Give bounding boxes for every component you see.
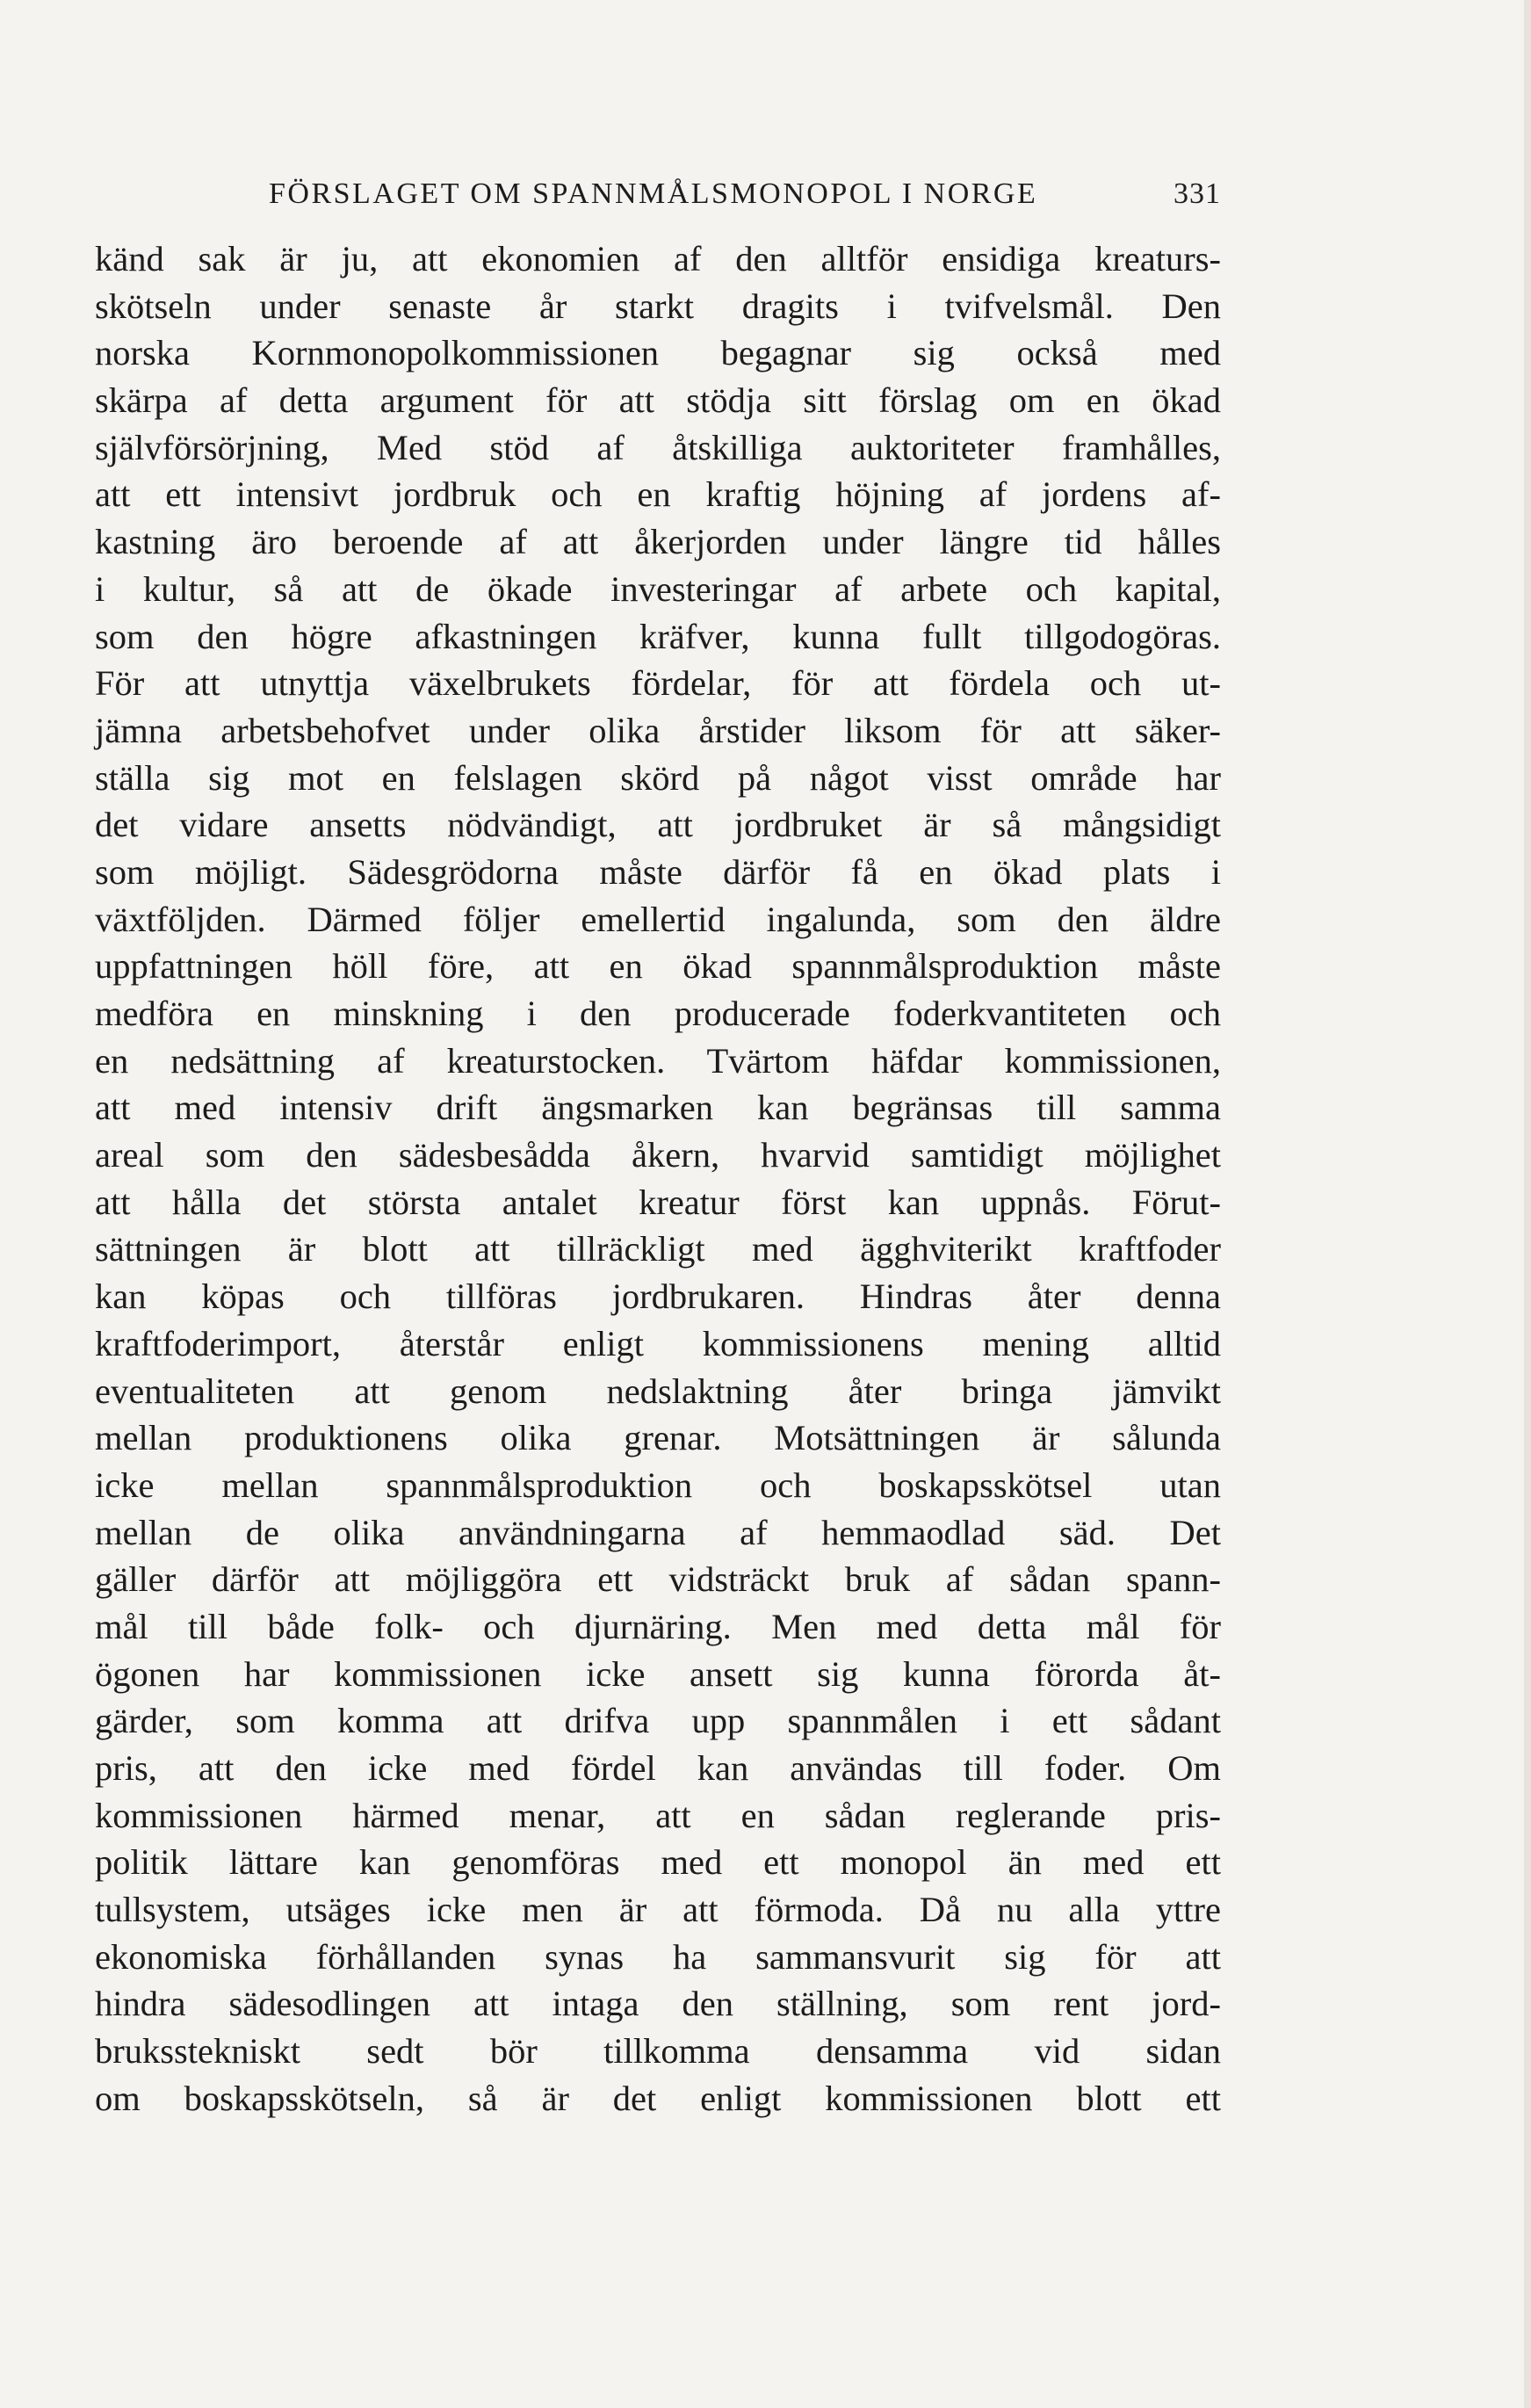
text-line: kommissionen härmed menar, att en sådan reglerande pris- (95, 1795, 1221, 1835)
text-line: kan köpas och tillföras jordbrukaren. Hindras åter denna (95, 1276, 1221, 1317)
text-line: skärpa af detta argument för att stödja sitt förslag om en ökad (95, 380, 1221, 421)
text-line: tullsystem, utsäges icke men är att förmoda. Då nu alla yttre (95, 1890, 1221, 1930)
text-line: att med intensiv drift ängsmarken kan begränsas till samma (95, 1088, 1221, 1128)
text-line: politik lättare kan genomföras med ett monopol än med ett (95, 1842, 1221, 1883)
page-header (95, 172, 1221, 216)
text-line: mellan produktionens olika grenar. Motsättningen är sålunda (95, 1418, 1221, 1458)
text-line: norska Kornmonopolkommissionen begagnar sig också med (95, 333, 1221, 373)
text-line: mellan de olika användningarna af hemmaodlad säd. Det (95, 1512, 1221, 1552)
text-line: skötseln under senaste år starkt dragits i tvifvelsmål. Den (95, 286, 1221, 326)
text-line: som den högre afkastningen kräfver, kunna fullt tillgodogöras. (95, 616, 1221, 656)
text-line: ekonomiska förhållanden synas ha sammansvurit sig för att (95, 1936, 1221, 1977)
text-line: mål till både folk- och djurnäring. Men med detta mål för (95, 1606, 1221, 1646)
text-line: växtföljden. Därmed följer emellertid ingalunda, som den äldre (95, 899, 1221, 939)
text-line: det vidare ansetts nödvändigt, att jordbruket är så mångsidigt (95, 805, 1221, 845)
page-edge-shadow (1524, 0, 1531, 2408)
running-title: FÖRSLAGET OM SPANNMÅLSMONOPOL I NORGE (269, 177, 1038, 210)
text-line: gärder, som komma att drifva upp spannmålen i ett sådant (95, 1701, 1221, 1741)
text-line: jämna arbetsbehofvet under olika årstider liksom för att säker- (95, 710, 1221, 750)
text-line: en nedsättning af kreaturstocken. Tvärtom häfdar kommissionen, (95, 1040, 1221, 1081)
text-line: ögonen har kommissionen icke ansett sig kunna förorda åt- (95, 1653, 1221, 1694)
text-line: pris, att den icke med fördel kan användas till foder. Om (95, 1748, 1221, 1788)
text-line: bruksstekniskt sedt bör tillkomma densamma vid sidan (95, 2031, 1221, 2072)
text-line: ställa sig mot en felslagen skörd på något visst område har (95, 757, 1221, 798)
text-line: gäller därför att möjliggöra ett vidsträckt bruk af sådan spann- (95, 1559, 1221, 1600)
text-line: För att utnyttja växelbrukets fördelar, för att fördela och ut- (95, 663, 1221, 704)
page-number: 331 (1174, 177, 1221, 210)
text-line: areal som den sädesbesådda åkern, hvarvid samtidigt möjlighet (95, 1135, 1221, 1175)
text-line: känd sak är ju, att ekonomien af den alltför ensidiga kreaturs- (95, 239, 1221, 278)
body-text (95, 235, 1221, 2122)
text-line: uppfattningen höll före, att en ökad spannmålsproduktion måste (95, 946, 1221, 987)
text-line: att hålla det största antalet kreatur först kan uppnås. Förut- (95, 1182, 1221, 1222)
text-line: hindra sädesodlingen att intaga den ställning, som rent jord- (95, 1984, 1221, 2024)
text-line: eventualiteten att genom nedslaktning åter bringa jämvikt (95, 1370, 1221, 1411)
text-line: som möjligt. Sädesgrödorna måste därför få en ökad plats i (95, 851, 1221, 892)
text-line: i kultur, så att de ökade investeringar af arbete och kapital, (95, 568, 1221, 609)
text-line: självförsörjning, Med stöd af åtskilliga auktoriteter framhålles, (95, 427, 1221, 467)
text-line: sättningen är blott att tillräckligt med ägghviterikt kraftfoder (95, 1229, 1221, 1269)
text-line: icke mellan spannmålsproduktion och boskapsskötsel utan (95, 1464, 1221, 1505)
text-line: kraftfoderimport, återstår enligt kommissionens mening alltid (95, 1323, 1221, 1363)
text-line: kastning äro beroende af att åkerjorden under längre tid hålles (95, 522, 1221, 562)
text-line: om boskapsskötseln, så är det enligt kommissionen blott ett (95, 2078, 1221, 2118)
text-line: medföra en minskning i den producerade foderkvantiteten och (95, 994, 1221, 1033)
text-line: att ett intensivt jordbruk och en kraftig höjning af jordens af- (95, 474, 1221, 515)
